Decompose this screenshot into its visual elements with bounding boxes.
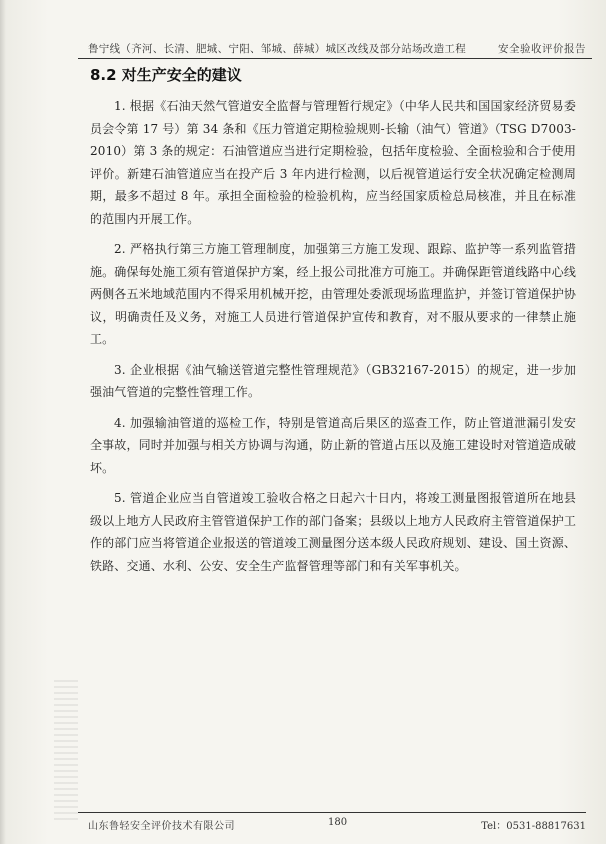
binding-mark: [54, 680, 78, 820]
paragraph-5: 5. 管道企业应当自管道竣工验收合格之日起六十日内，将竣工测量图报管道所在地县级以上地方人民政府主管管道保护工作的部门备案；县级以上地方人民政府主管管道保护工作的部门应当将管道企业报送的管道竣工测量图分送本级人民政府规划、建设、国土资源、铁路、交通、水利、公安、安全生产监督管理等部门和有关军事机关。: [90, 491, 577, 573]
paragraph-2: 2. 严格执行第三方施工管理制度，加强第三方施工发现、跟踪、监护等一系列监管措施。确保每处施工须有管道保护方案，经上报公司批准方可施工。并确保距管道线路中心线两侧各五米地域范围内不得采用机械开挖，由管理处委派现场监理监护，并签订管道保护协议，明确责任及义务，对施工人员进行管道保护宣传和教育，对不服从要求的一律禁止施工。: [90, 242, 577, 346]
page-footer: [78, 812, 586, 831]
paragraph-1: 1. 根据《石油天然气管道安全监督与管理暂行规定》（中华人民共和国国家经济贸易委员会令第 17 号）第 34 条和《压力管道定期检验规则-长输（油气）管道》（TSG D7003-2010）第 3 条的规定：石油管道应当进行定期检验，包括年度检验、全面检验和合于使用评价。新建石油管道应当在投产后 3 年内进行检测，以后视管道运行安全状况确定检测周期，最多不超过 8 年。承担全面检验的检验机构，应当经国家质检总局核准，并且在标准的范围内开展工作。: [90, 99, 576, 226]
footer-tel: Tel：0531-88817631: [481, 821, 586, 832]
paragraph-3: 3. 企业根据《油气输送管道完整性管理规范》（GB32167-2015）的规定，进一步加强油气管道的完整性管理工作。: [90, 362, 576, 399]
paragraph-4: 4. 加强输油管道的巡检工作，特别是管道高后果区的巡查工作，防止管道泄漏引发安全事故，同时并加强与相关方协调与沟通，防止新的管道占压以及施工建设时对管道造成破坏。: [90, 415, 577, 475]
header-report-title: 安全验收评价报告: [498, 43, 586, 55]
section-title: 8.2 对生产安全的建议: [90, 66, 242, 84]
body-text: [90, 95, 576, 585]
header-project-title: 鲁宁线（齐河、长清、肥城、宁阳、邹城、薛城）城区改线及部分站场改造工程: [88, 43, 466, 55]
page-number: 180: [328, 817, 348, 828]
scan-edge-left: [0, 0, 6, 844]
footer-company: 山东鲁轻安全评价技术有限公司: [88, 821, 235, 832]
page-header: [78, 40, 592, 59]
